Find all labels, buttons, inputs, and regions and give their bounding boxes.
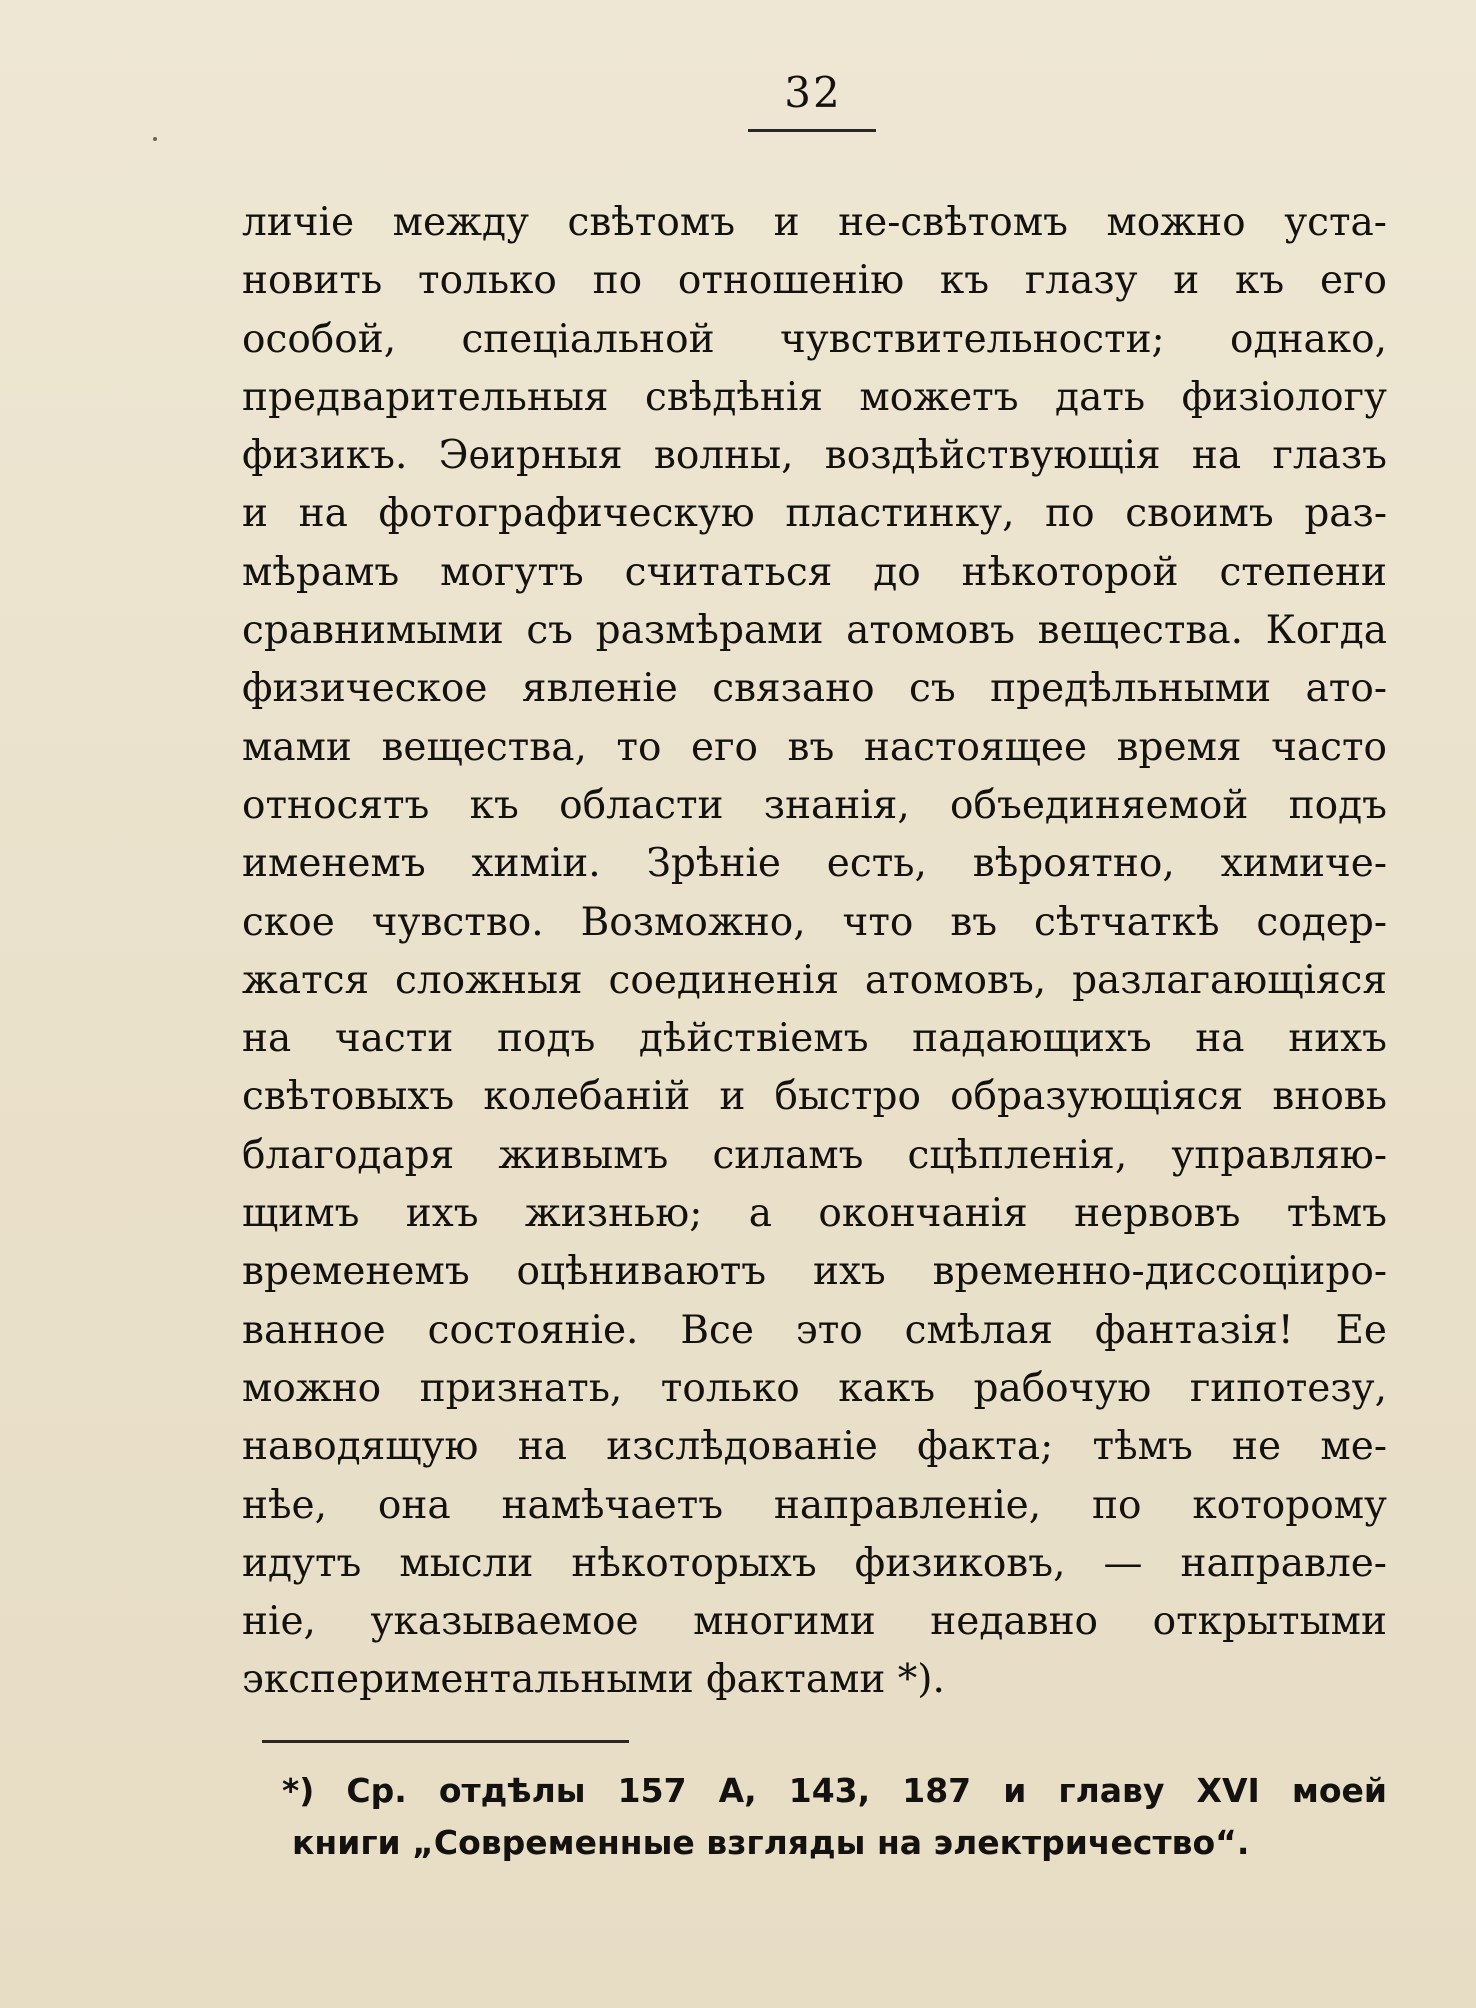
text-line: сравнимыми съ размѣрами атомовъ вещества. Когда [242, 608, 1387, 654]
text-line: именемъ химіи. Зрѣніе есть, вѣроятно, химиче- [242, 841, 1387, 887]
text-line: идутъ мысли нѣкоторыхъ физиковъ, — направле- [242, 1540, 1387, 1586]
text-line: физическое явленіе связано съ предѣльными ато- [242, 666, 1387, 712]
text-line: мѣрамъ могутъ считаться до нѣкоторой степени [242, 549, 1387, 595]
text-line: предварительныя свѣдѣнія можетъ дать физіологу [242, 374, 1387, 420]
text-line: свѣтовыхъ колебаній и быстро образующіяся вновь [242, 1074, 1387, 1120]
text-line: можно признать, только какъ рабочую гипотезу, [242, 1365, 1387, 1411]
text-line: личіе между свѣтомъ и не-свѣтомъ можно уста- [242, 200, 1387, 245]
text-line: нѣе, она намѣчаетъ направленіе, по которому [242, 1482, 1387, 1528]
page-number-rule [748, 129, 876, 132]
text-line: физикъ. Эѳирныя волны, воздѣйствующія на глазъ [242, 433, 1387, 479]
text-line: особой, спеціальной чувствительности; однако, [242, 316, 1387, 362]
text-line: ское чувство. Возможно, что въ сѣтчаткѣ содер- [242, 899, 1387, 945]
text-line: и на фотографическую пластинку, по своимъ раз- [242, 491, 1387, 537]
text-line: экспериментальными фактами *). [242, 1657, 945, 1703]
text-line: благодаря живымъ силамъ сцѣпленія, управляю- [242, 1132, 1387, 1178]
page-number: 32 [784, 68, 842, 117]
text-line: новить только по отношенію къ глазу и къ его [242, 258, 1387, 304]
text-line: временемъ оцѣниваютъ ихъ временно-диссоціиро- [242, 1249, 1387, 1295]
text-line: ніе, указываемое многими недавно открытыми [242, 1599, 1387, 1645]
text-line: на части подъ дѣйствіемъ падающихъ на нихъ [242, 1016, 1387, 1062]
footnote-rule [262, 1740, 629, 1743]
footnote-line: книги „Современные взгляды на электричество“. [292, 1823, 1250, 1862]
text-line: жатся сложныя соединенія атомовъ, разлагающіяся [242, 957, 1387, 1003]
text-line: относятъ къ области знанія, объединяемой подъ [242, 782, 1387, 828]
paper-speck [153, 137, 157, 141]
footnote [282, 1765, 1387, 1869]
body-text [242, 194, 1387, 1710]
text-line: наводящую на изслѣдованіе факта; тѣмъ не ме- [242, 1424, 1387, 1470]
text-line: щимъ ихъ жизнью; а окончанія нервовъ тѣмъ [242, 1191, 1387, 1237]
text-line: мами вещества, то его въ настоящее время часто [242, 724, 1387, 770]
text-line: ванное состояніе. Все это смѣлая фантазія! Ее [242, 1307, 1387, 1353]
footnote-line: *) Ср. отдѣлы 157 А, 143, 187 и главу XVI моей [282, 1771, 1387, 1810]
